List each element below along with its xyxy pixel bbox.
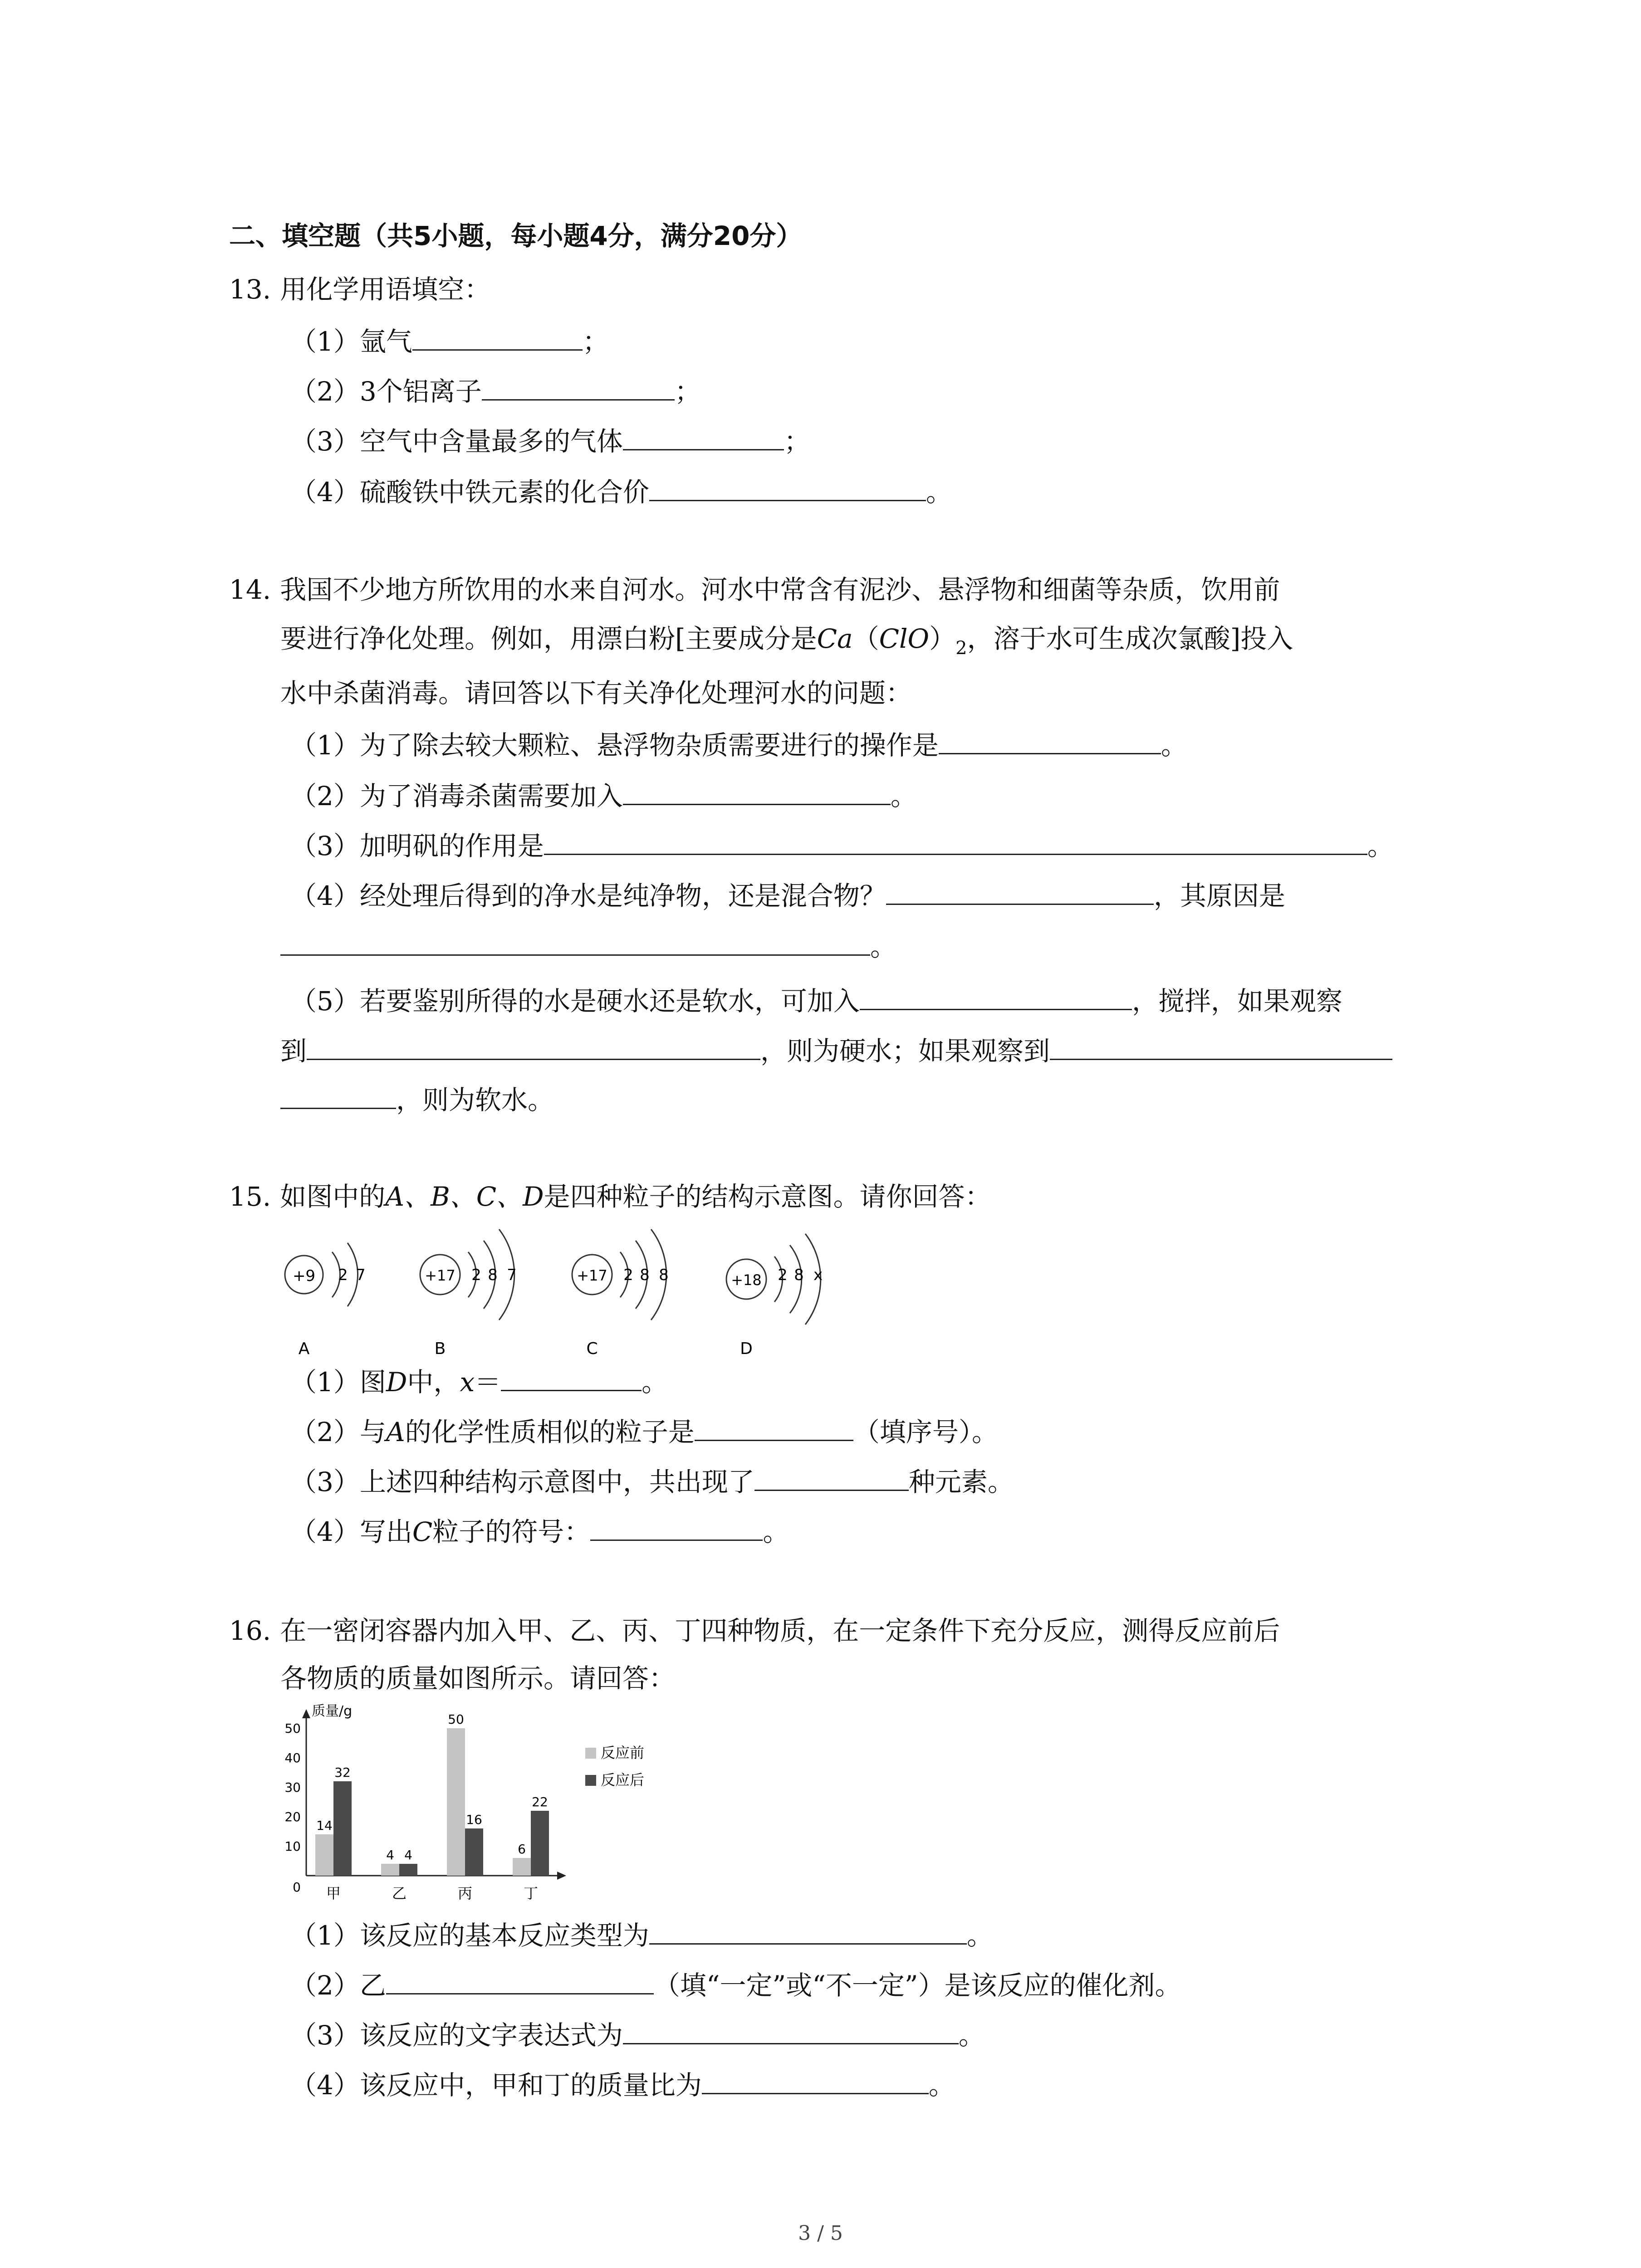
y-tick-label: 0: [293, 1880, 301, 1895]
atom-d-label: D: [740, 1339, 753, 1356]
q13-item-3: [290, 421, 810, 459]
q16-number: 16.: [229, 1615, 271, 1646]
q15-item-4-pre: （4）写出: [290, 1516, 412, 1547]
formula-clo: ClO: [879, 623, 930, 654]
q13-number: 13.: [229, 274, 271, 305]
legend-label: 反应后: [601, 1771, 645, 1789]
atom-structure-diagram: [272, 1220, 862, 1356]
q15-item-2-post: 的化学性质相似的粒子是: [405, 1417, 695, 1447]
q16-line-2: 各物质的质量如图所示。请回答：: [280, 1663, 676, 1694]
q13-item-2: [290, 371, 701, 410]
q16-line-1-text: 在一密闭容器内加入甲、乙、丙、丁四种物质，在一定条件下充分反应，测得反应前后: [280, 1615, 1280, 1646]
q13-blank-2[interactable]: [482, 371, 675, 401]
y-axis-label: 质量/g: [312, 1703, 353, 1719]
q14-item-2-text: （2）为了消毒杀菌需要加入: [290, 781, 623, 811]
bar-value-label: 4: [404, 1848, 412, 1862]
y-tick-label: 20: [284, 1809, 301, 1824]
x-tick-label: 丁: [523, 1885, 539, 1902]
q13-item-1-text: （1）氩气: [290, 326, 412, 357]
q13-item-1-end: ；: [582, 326, 609, 357]
q14-line-1: [229, 572, 1280, 608]
atom-b-charge: +17: [425, 1267, 456, 1284]
q16-item-4: [290, 2065, 955, 2103]
y-tick-label: 50: [284, 1721, 301, 1736]
q13-item-3-end: ；: [784, 426, 810, 457]
atom-a-e1: 2: [338, 1266, 348, 1284]
q13-stem: [229, 271, 490, 308]
bar-after: [531, 1811, 549, 1876]
q15-item-3-end: 种元素。: [908, 1466, 1014, 1497]
atom-d-charge: +18: [731, 1271, 762, 1289]
q14-blank-3[interactable]: [544, 826, 1367, 855]
q14-item-5-to: 到: [280, 1036, 307, 1066]
legend-label: 反应前: [601, 1744, 645, 1761]
section-title: 二、填空题（共5小题，每小题4分，满分20分）: [229, 220, 803, 251]
q15-blank-2[interactable]: [695, 1412, 853, 1441]
q15-item-1-eq: ＝: [475, 1367, 501, 1398]
bar-value-label: 32: [334, 1765, 351, 1780]
page-number: 3 / 5: [798, 2222, 843, 2245]
q15-item-4-end: 。: [763, 1516, 789, 1547]
q15-item-1-mid: 中，: [407, 1367, 460, 1398]
q16-item-3-text: （3）该反应的文字表达式为: [290, 2020, 623, 2051]
q15-blank-1[interactable]: [501, 1362, 642, 1391]
q15-item-2-var: A: [386, 1417, 405, 1447]
q16-item-1-end: 。: [966, 1920, 993, 1951]
atom-d-e1: 2: [778, 1266, 788, 1284]
q14-item-5-cont: [280, 1031, 1392, 1069]
q15-item-4-post: 粒子的符号：: [432, 1516, 591, 1547]
atom-b-e1: 2: [471, 1266, 481, 1284]
atom-c-label: C: [586, 1339, 598, 1356]
bar-after: [333, 1781, 352, 1876]
x-tick-label: 乙: [392, 1885, 407, 1902]
q16-item-4-end: 。: [928, 2070, 955, 2101]
atom-c-e3: 8: [659, 1266, 669, 1284]
q15-item-2: [290, 1412, 998, 1450]
q13-blank-4[interactable]: [649, 472, 926, 501]
q15-item-2-end: （填序号）。: [853, 1417, 998, 1447]
q16-item-4-text: （4）该反应中，甲和丁的质量比为: [290, 2070, 702, 2101]
q13-item-2-text: （2）3个铝离子: [290, 376, 482, 407]
q14-item-1-text: （1）为了除去较大颗粒、悬浮物杂质需要进行的操作是: [290, 730, 939, 761]
q16-item-2-pre: （2）乙: [290, 1970, 386, 2001]
q15-letters: A、B、C、D: [385, 1181, 544, 1212]
q14-item-5-cont2: [280, 1080, 554, 1118]
q16-item-2: [290, 1965, 1181, 2004]
q16-item-1-text: （1）该反应的基本反应类型为: [290, 1920, 649, 1951]
q14-item-5: [290, 981, 1342, 1019]
atom-d-e2: 8: [794, 1266, 804, 1284]
q15-item-2-pre: （2）与: [290, 1417, 386, 1447]
q15-stem-post: 是四种粒子的结构示意图。请你回答：: [544, 1181, 991, 1212]
q15-stem: [229, 1178, 991, 1215]
q13-stem-text: 用化学用语填空：: [280, 274, 491, 305]
q14-item-2: [290, 776, 917, 814]
y-tick-label: 10: [284, 1839, 301, 1854]
y-tick-label: 40: [284, 1750, 301, 1765]
q14-blank-2[interactable]: [623, 776, 891, 805]
q14-line-3: 水中杀菌消毒。请回答以下有关净化处理河水的问题：: [280, 678, 912, 709]
q14-item-4-reason: ，其原因是: [1153, 880, 1285, 911]
q14-line-1-text: 我国不少地方所饮用的水来自河水。河水中常含有泥沙、悬浮物和细菌等杂质，饮用前: [280, 574, 1280, 605]
bar-before: [447, 1728, 465, 1876]
x-tick-label: 甲: [326, 1885, 341, 1902]
q16-item-2-post: （填“一定”或“不一定”）是该反应的催化剂。: [653, 1970, 1181, 2001]
q15-item-3: [290, 1461, 1014, 1500]
q14-item-1-end: 。: [1161, 730, 1187, 761]
q13-blank-1[interactable]: [412, 321, 583, 351]
atom-d: [726, 1234, 823, 1356]
atom-a-charge: +9: [292, 1267, 316, 1285]
q14-blank-4b[interactable]: [280, 926, 870, 956]
q14-item-1: [290, 725, 1187, 763]
q15-item-1-end: 。: [642, 1367, 668, 1398]
formula-paren-close: ）: [929, 623, 956, 654]
q16-item-3: [290, 2015, 985, 2053]
q16-blank-2[interactable]: [386, 1965, 654, 1994]
x-axis-arrow: [557, 1872, 566, 1880]
x-tick-label: 丙: [457, 1885, 473, 1902]
q14-line-2-pre: 要进行净化处理。例如，用漂白粉[主要成分是: [280, 623, 817, 654]
q14-blank-1[interactable]: [939, 725, 1161, 754]
q16-blank-4[interactable]: [702, 2065, 929, 2094]
bar-value-label: 6: [518, 1842, 526, 1857]
q14-item-4-cont: [280, 926, 896, 965]
atom-c-charge: +17: [577, 1267, 607, 1284]
q16-line-1: [229, 1613, 1280, 1649]
q16-item-3-end: 。: [958, 2020, 985, 2051]
mass-bar-chart: [272, 1701, 681, 1914]
bar-value-label: 4: [386, 1848, 394, 1862]
atom-a-label: A: [298, 1339, 310, 1356]
bar-value-label: 50: [448, 1712, 464, 1727]
atom-b: [420, 1229, 517, 1356]
q15-item-1-pre: （1）图: [290, 1367, 386, 1398]
q14-item-3-end: 。: [1367, 831, 1394, 861]
bar-before: [315, 1834, 333, 1876]
y-tick-label: 30: [284, 1780, 301, 1795]
q14-item-4: [290, 875, 1285, 914]
q15-blank-4[interactable]: [590, 1511, 763, 1541]
atom-c-e2: 8: [640, 1266, 650, 1284]
q14-item-5-observe: ，搅拌，如果观察: [1132, 986, 1342, 1017]
atom-c-e1: 2: [623, 1266, 633, 1284]
q13-item-1: [290, 321, 609, 360]
bar-value-label: 16: [466, 1812, 482, 1827]
q16-blank-1[interactable]: [649, 1915, 967, 1945]
q15-item-4-var: C: [412, 1516, 433, 1547]
q15-item-1-var-x: x: [460, 1367, 475, 1398]
q14-line-2-post: ，溶于水可生成次氯酸]投入: [967, 623, 1293, 654]
q14-item-2-end: 。: [890, 781, 917, 811]
q16-blank-3[interactable]: [623, 2015, 959, 2044]
q13-item-4: [290, 472, 952, 510]
legend-swatch: [585, 1775, 596, 1786]
bar-before: [513, 1858, 531, 1876]
q15-number: 15.: [229, 1181, 271, 1212]
legend-swatch: [585, 1748, 596, 1759]
q15-stem-pre: 如图中的: [280, 1181, 386, 1212]
q15-blank-3[interactable]: [754, 1461, 909, 1491]
formula-paren-open: （: [852, 623, 879, 654]
q13-blank-3[interactable]: [623, 421, 784, 450]
bar-after: [399, 1864, 417, 1876]
q14-blank-5a[interactable]: [860, 981, 1132, 1010]
formula-subscript: 2: [955, 638, 967, 659]
bar-before: [381, 1864, 399, 1876]
q14-item-5-soft: ，则为软水。: [396, 1085, 554, 1115]
q13-item-2-end: ；: [674, 376, 701, 407]
q16-item-1: [290, 1915, 993, 1954]
q14-item-3-text: （3）加明矾的作用是: [290, 831, 544, 861]
q14-item-5-text: （5）若要鉴别所得的水是硬水还是软水，可加入: [290, 986, 860, 1017]
bar-value-label: 14: [316, 1818, 333, 1833]
q14-blank-4a[interactable]: [886, 875, 1154, 905]
q14-item-5-hard: ，则为硬水；如果观察到: [760, 1036, 1050, 1066]
q15-item-4: [290, 1511, 789, 1550]
atom-b-e3: 7: [507, 1266, 517, 1284]
y-axis-arrow: [302, 1709, 310, 1718]
atom-d-e3: x: [813, 1266, 823, 1284]
atom-b-e2: 8: [488, 1266, 498, 1284]
atom-b-label: B: [434, 1339, 446, 1356]
bar-value-label: 22: [532, 1794, 548, 1809]
q14-blank-5c[interactable]: [1050, 1031, 1392, 1060]
q13-item-4-text: （4）硫酸铁中铁元素的化合价: [290, 477, 649, 508]
q15-item-3-pre: （3）上述四种结构示意图中，共出现了: [290, 1466, 754, 1497]
formula-ca: Ca: [817, 623, 853, 654]
q13-item-4-end: 。: [926, 477, 952, 508]
atom-a-e2: 7: [356, 1266, 366, 1284]
q13-item-3-text: （3）空气中含量最多的气体: [290, 426, 623, 457]
q14-blank-5b[interactable]: [307, 1031, 760, 1060]
atom-c: [572, 1229, 669, 1356]
q14-number: 14.: [229, 574, 271, 605]
q14-blank-5d[interactable]: [280, 1080, 396, 1109]
q14-line-2: [280, 621, 1293, 666]
q15-item-1: [290, 1362, 668, 1400]
bar-after: [465, 1828, 483, 1876]
q14-item-4-text: （4）经处理后得到的净水是纯净物，还是混合物？: [290, 880, 886, 911]
atom-a: [285, 1243, 366, 1356]
q15-item-1-var-d: D: [386, 1367, 407, 1398]
q14-item-3: [290, 826, 1394, 864]
q14-item-4-end: 。: [870, 931, 897, 962]
